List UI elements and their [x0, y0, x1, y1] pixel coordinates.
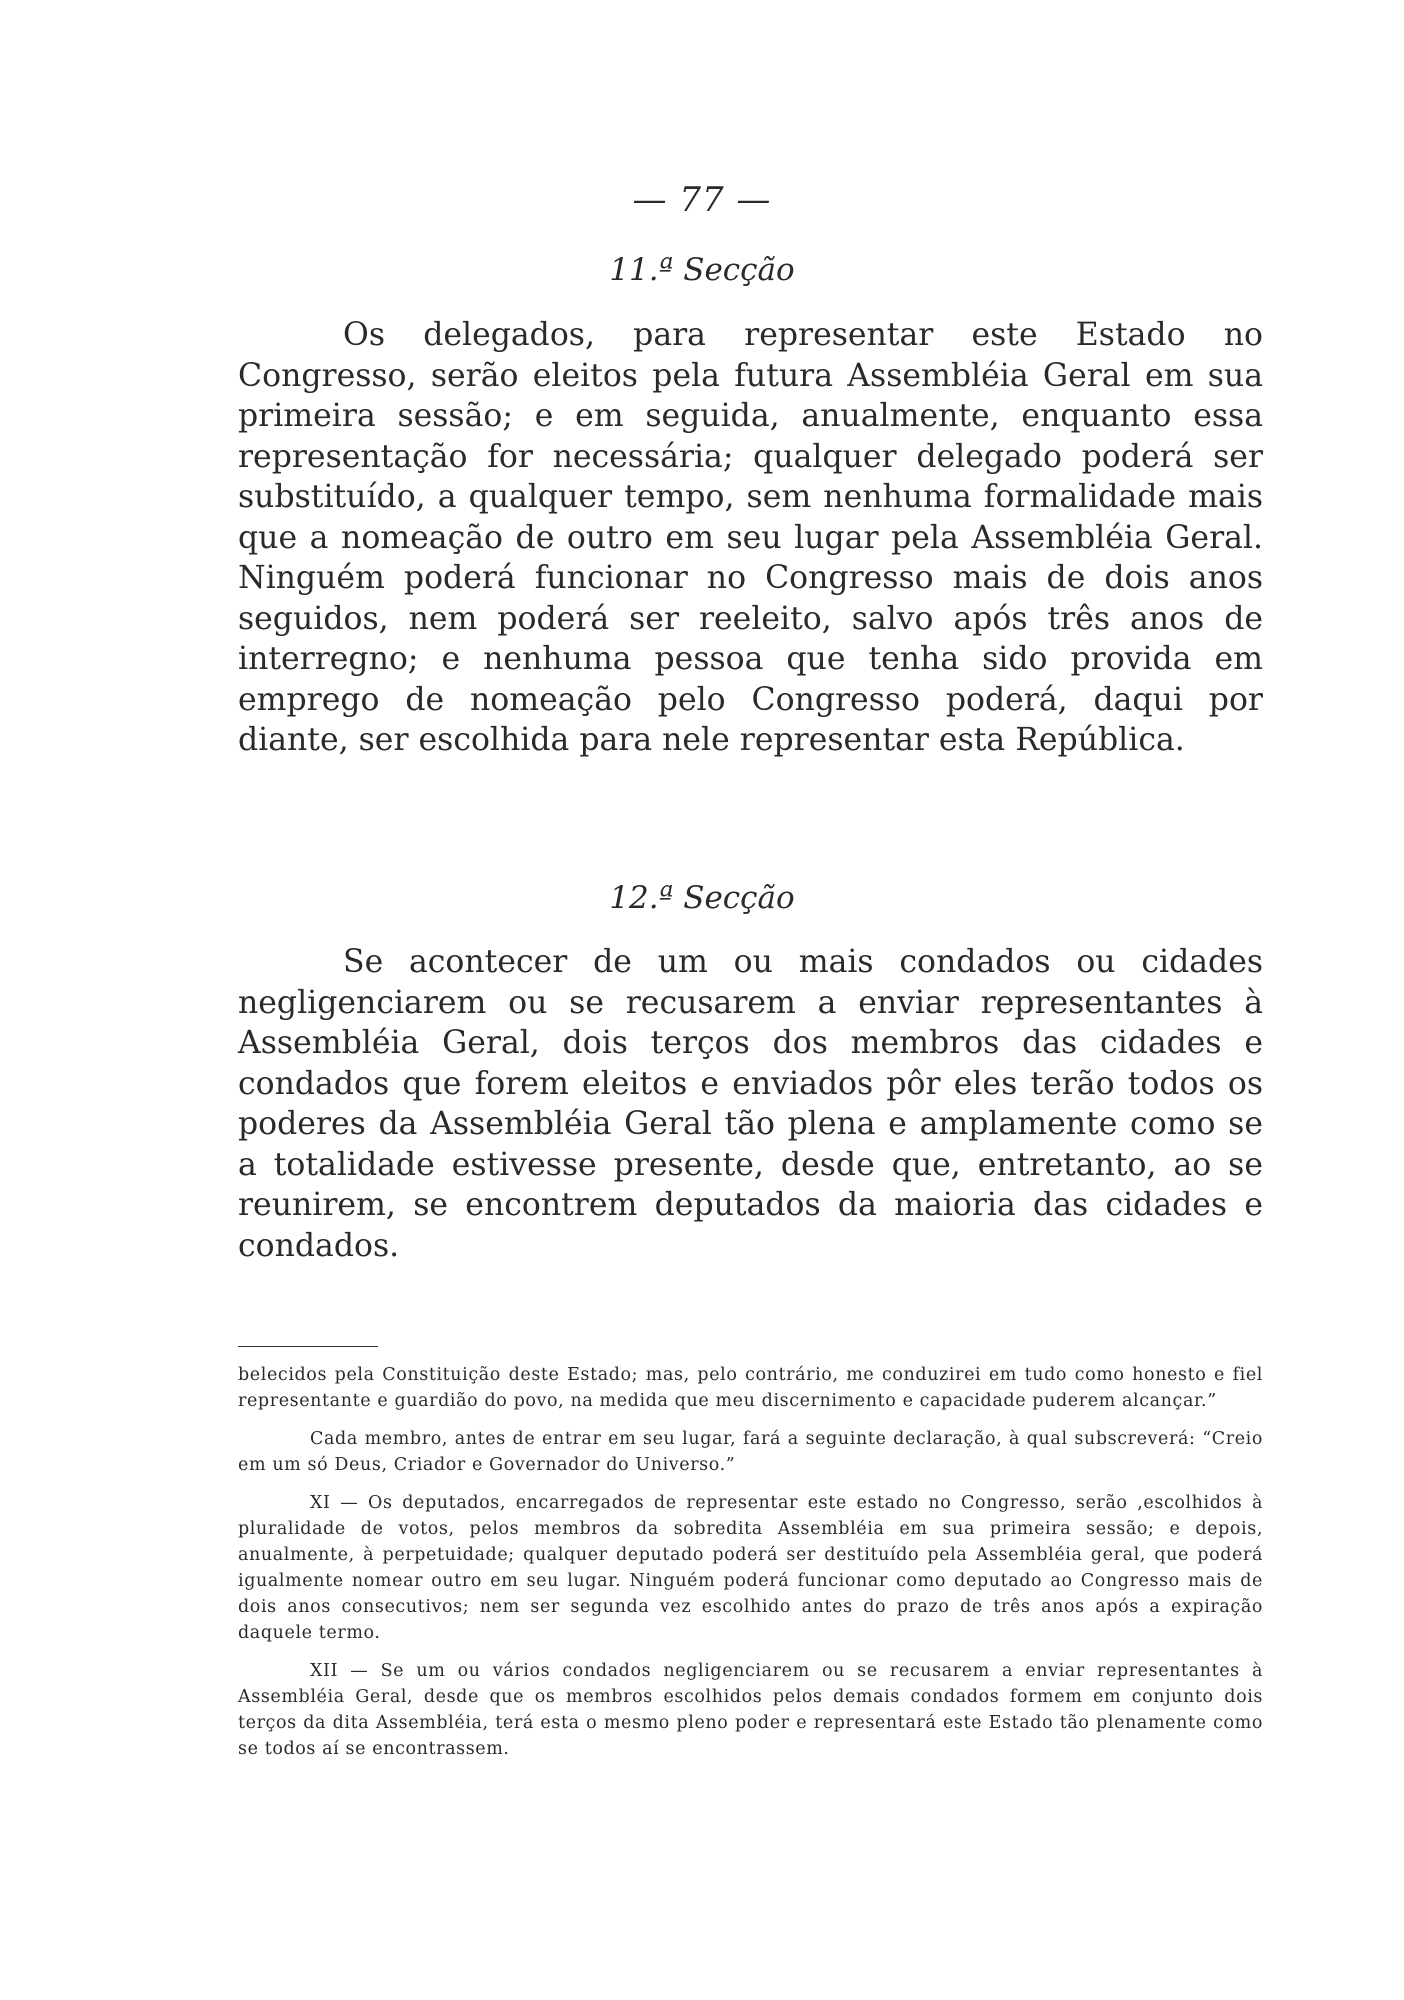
footnote-continuation: belecidos pela Constituição deste Estado; mas, pelo contrário, me conduzirei em tudo como honesto e fiel representante e guardião do povo, na medida que meu discernimento e capacidade puderem alcançar.” [238, 1365, 1263, 1411]
footnotes [238, 1362, 1263, 1774]
footnote-article-xii: XII — Se um ou vários condados negligenciarem ou se recusarem a enviar representantes à Assembléia Geral, desde que os membros escolhidos pelos demais condados formem em conjunto dois terços da dita Assembléia, terá esta o mesmo pleno poder e representará este Estado tão plenamente como se todos aí se encontrassem. [238, 1661, 1263, 1759]
section-12-paragraph: Se acontecer de um ou mais condados ou cidades negligenciarem ou se recusarem a enviar representantes à Assembléia Geral, dois terços dos membros das cidades e condados que forem eleitos e enviados pôr eles terão todos os poderes da Assembléia Geral tão plena e amplamente como se a totalidade estivesse presente, desde que, entretanto, ao se reunirem, se encontrem deputados da maioria das cidades e condados. [238, 944, 1263, 1264]
footnote-divider [238, 1346, 378, 1347]
section-12-body [238, 942, 1263, 1266]
section-title-12: 12.ª Secção [609, 880, 795, 916]
footnote-article-xi: XI — Os deputados, encarregados de representar este estado no Congresso, serão ,escolhidos à pluralidade de votos, pelos membros da sobredita Assembléia em sua primeira sessão; e depois, anualmente, à perpetuidade; qualquer deputado poderá ser destituído pela Assembléia geral, que poderá igualmente nomear outro em seu lugar. Ninguém poderá funcionar como deputado ao Congresso mais de dois anos consecutivos; nem ser segunda vez escolhido antes do prazo de três anos após a expiração daquele termo. [238, 1493, 1263, 1643]
page-number: — 77 — [632, 180, 772, 220]
section-11-body [238, 315, 1263, 761]
footnote-declaration: Cada membro, antes de entrar em seu lugar, fará a seguinte declaração, à qual subscreverá: “Creio em um só Deus, Criador e Governador do Universo.” [238, 1429, 1263, 1475]
section-title-11: 11.ª Secção [609, 252, 795, 288]
section-11-paragraph: Os delegados, para representar este Estado no Congresso, serão eleitos pela futura Assembléia Geral em sua primeira sessão; e em seguida, anualmente, enquanto essa representação for necessária; qualquer delegado poderá ser substituído, a qualquer tempo, sem nenhuma formalidade mais que a nomeação de outro em seu lugar pela Assembléia Geral. Ninguém poderá funcionar no Congresso mais de dois anos seguidos, nem poderá ser reeleito, salvo após três anos de interregno; e nenhuma pessoa que tenha sido provida em emprego de nomeação pelo Congresso poderá, daqui por diante, ser escolhida para nele representar esta República. [238, 317, 1263, 758]
